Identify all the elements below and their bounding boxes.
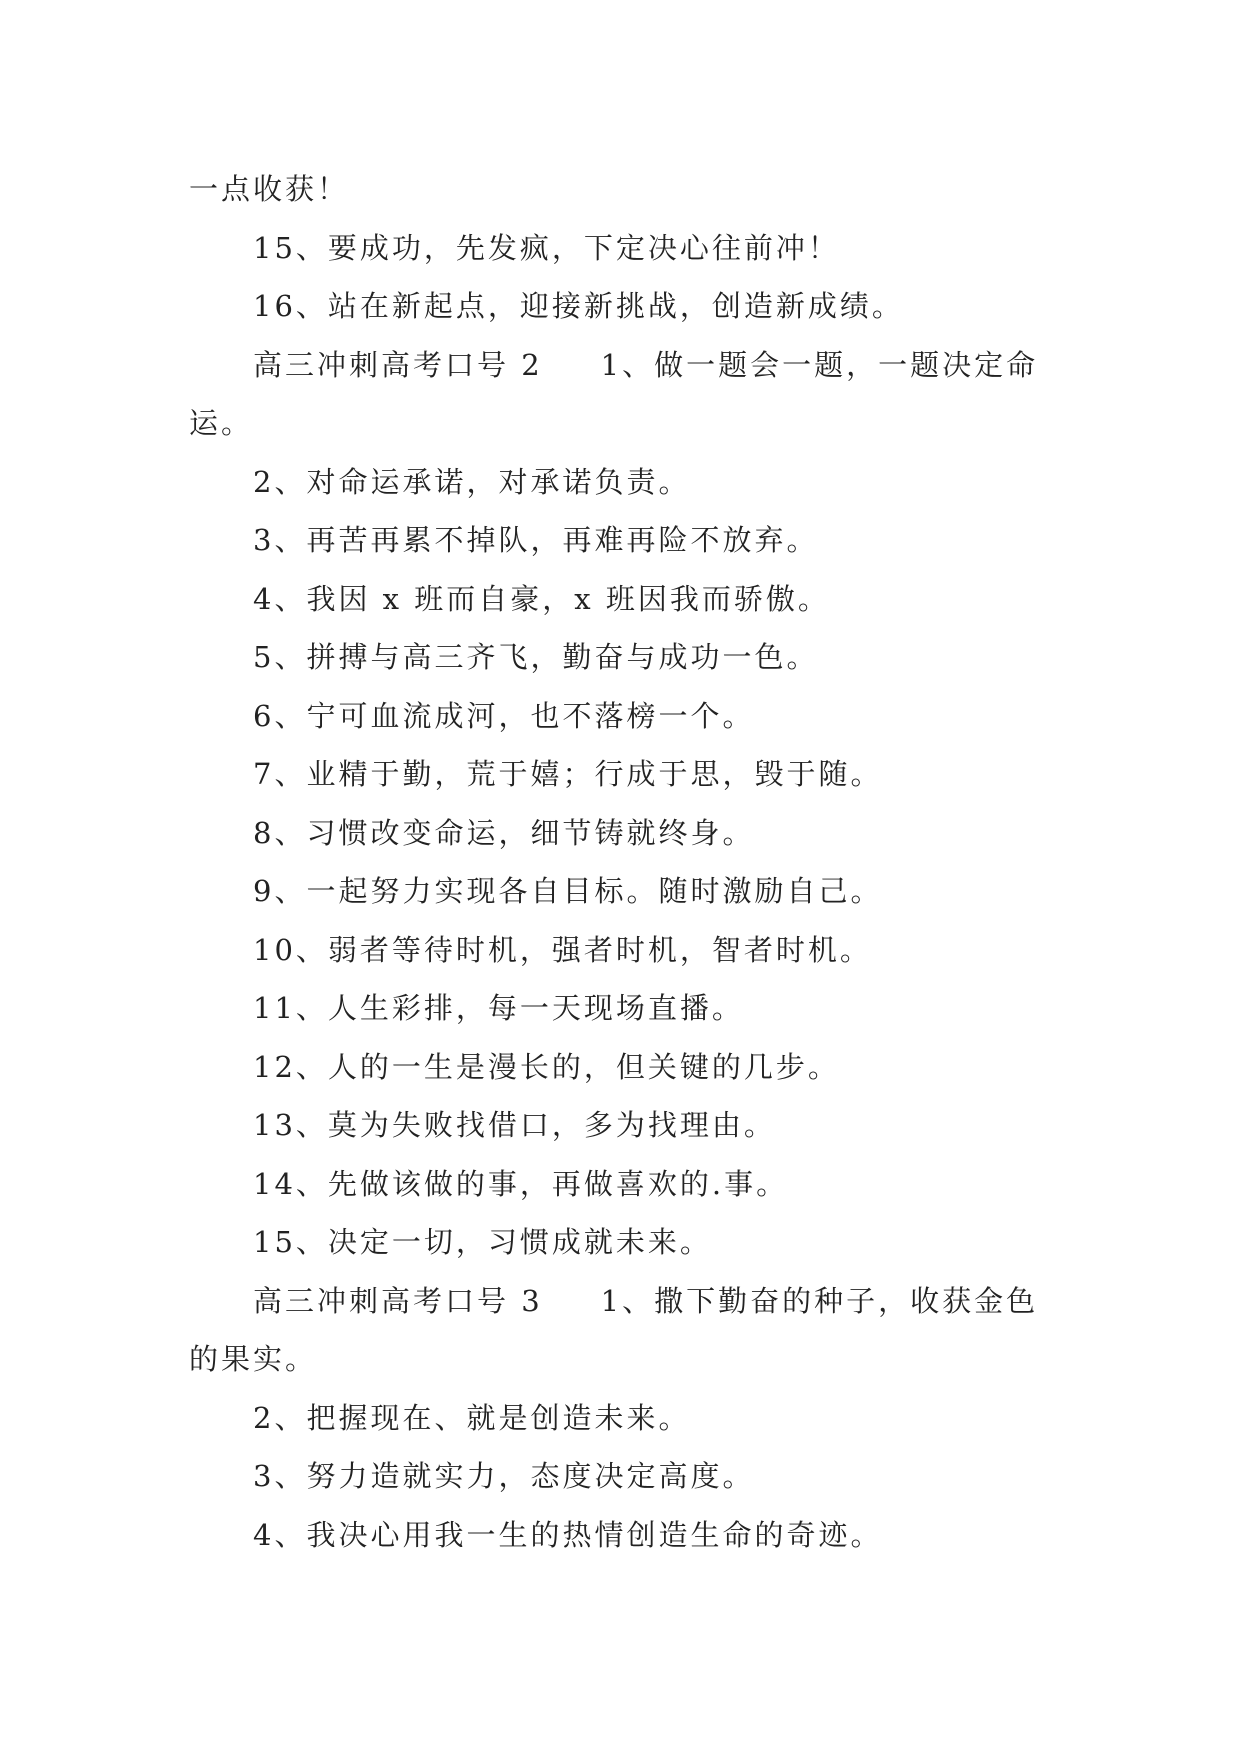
document-body: [189, 160, 1049, 1564]
text-line: 7、业精于勤，荒于嬉；行成于思，毁于随。: [253, 757, 883, 791]
text-line: 12、人的一生是漫长的，但关键的几步。: [253, 1049, 840, 1084]
text-line: 3、再苦再累不掉队，再难再险不放弃。: [253, 523, 819, 557]
text-line: 8、习惯改变命运，细节铸就终身。: [253, 815, 755, 850]
text-line: 10、弱者等待时机，强者时机，智者时机。: [253, 932, 872, 967]
section-title: 高三冲刺高考口号 2: [253, 347, 543, 382]
section-heading-line: [189, 336, 1049, 395]
text-line: 4、我因 x 班而自豪，x 班因我而骄傲。: [253, 581, 830, 616]
text-line: 3、努力造就实力，态度决定高度。: [253, 1459, 755, 1493]
text-line: 一点收获！: [189, 172, 350, 206]
text-line: 4、我决心用我一生的热情创造生命的奇迹。: [253, 1517, 883, 1552]
text-line: 运。: [189, 406, 254, 440]
text-line: 15、要成功，先发疯，下定决心往前冲！: [253, 230, 840, 265]
section-title: 高三冲刺高考口号 3: [253, 1283, 543, 1318]
text-line: 14、先做该做的事，再做喜欢的.事。: [253, 1166, 789, 1201]
text-line: 16、站在新起点，迎接新挑战，创造新成绩。: [253, 289, 904, 323]
text-line: 13、莫为失败找借口，多为找理由。: [253, 1108, 776, 1142]
text-line: 2、把握现在、就是创造未来。: [253, 1400, 691, 1435]
text-line: 2、对命运承诺，对承诺负责。: [253, 464, 691, 499]
text-line: 6、宁可血流成河，也不落榜一个。: [253, 698, 755, 733]
section-first-item: 1、撒下勤奋的种子，收获金色: [600, 1283, 1039, 1318]
section-heading-line: [189, 1272, 1049, 1331]
text-line: 15、决定一切，习惯成就未来。: [253, 1225, 712, 1259]
text-line: 5、拼搏与高三齐飞，勤奋与成功一色。: [253, 640, 819, 674]
text-line: 11、人生彩排，每一天现场直播。: [253, 991, 744, 1025]
text-line: 的果实。: [189, 1342, 318, 1376]
text-line: 9、一起努力实现各自目标。随时激励自己。: [253, 874, 883, 908]
section-first-item: 1、做一题会一题，一题决定命: [600, 347, 1039, 382]
